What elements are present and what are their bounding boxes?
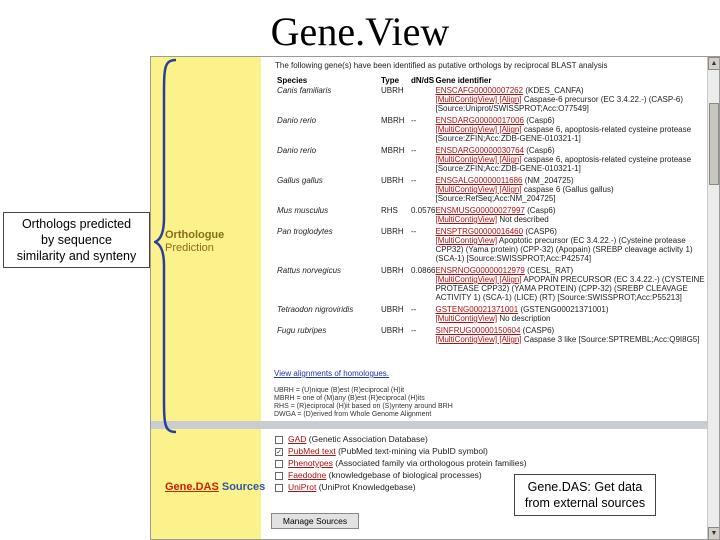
species-cell: Fugu rubripes xyxy=(277,326,327,335)
genedas-callout xyxy=(514,474,656,516)
gene-id-cell xyxy=(435,227,705,266)
table-row xyxy=(277,305,705,326)
dnds-cell: 0.0866 xyxy=(411,266,436,275)
gene-links[interactable]: [MultiContigView] xyxy=(435,236,498,245)
gene-extra: Not described xyxy=(499,215,549,224)
table-row xyxy=(277,146,705,176)
table-row xyxy=(277,116,705,146)
orthologs-callout xyxy=(3,212,150,268)
gene-id-link[interactable]: ENSDARG00000017006 xyxy=(435,116,524,125)
scroll-thumb[interactable] xyxy=(709,103,719,185)
gene-extra: caspase 6, apoptosis-related cysteine protease [Source:ZFIN;Acc:ZDB-GENE-010321-1] xyxy=(435,155,692,173)
callout-line: similarity and synteny xyxy=(16,249,137,263)
gene-extra: caspase 6, apoptosis-related cysteine protease [Source:ZFIN;Acc:ZDB-GENE-010321-1] xyxy=(435,125,692,143)
col-type: Type xyxy=(381,75,400,85)
checkbox[interactable] xyxy=(275,472,283,480)
table-row xyxy=(277,176,705,206)
das-source-item[interactable] xyxy=(275,445,527,457)
gene-id-link[interactable]: ENSMUSG00000027997 xyxy=(435,206,525,215)
callout-line: from external sources xyxy=(524,496,646,510)
gene-links[interactable]: [MultiContigView] [Align] xyxy=(435,335,522,344)
gene-extra: Caspase-6 precursor (EC 3.4.22.-) (CASP-6) [Source:Uniprot/SWISSPROT;Acc:O77549] xyxy=(435,95,683,113)
table-row xyxy=(277,326,705,347)
type-cell: UBRH xyxy=(381,227,404,236)
das-source-item[interactable] xyxy=(275,433,527,445)
gene-id-link[interactable]: SINFRUG00000150604 xyxy=(435,326,521,335)
checkbox[interactable] xyxy=(275,484,283,492)
species-cell: Pan troglodytes xyxy=(277,227,333,236)
gene-links[interactable]: [MultiContigView] xyxy=(435,314,498,323)
gene-desc: (KDES_CANFA) xyxy=(525,86,584,95)
gene-id-cell xyxy=(435,206,705,227)
type-cell: RHS xyxy=(381,206,398,215)
species-cell: Tetraodon nigroviridis xyxy=(277,305,354,314)
type-cell: UBRH xyxy=(381,326,404,335)
gene-id-link[interactable]: ENSDARG00000030764 xyxy=(435,146,524,155)
gene-desc: (CASP6) xyxy=(522,326,555,335)
gene-desc: (CASP6) xyxy=(525,227,557,236)
table-row xyxy=(277,266,705,305)
dnds-cell: -- xyxy=(411,305,417,314)
legend-line: UBRH = (U)nique (B)est (R)eciprocal (H)it xyxy=(274,387,405,394)
callout-line: by sequence xyxy=(41,233,112,247)
das-source-desc: (Associated family via orthologous protein families) xyxy=(332,458,527,468)
col-dnds: dN/dS xyxy=(411,75,435,85)
callout-line: Gene.DAS: Get data xyxy=(527,480,643,494)
das-source-item[interactable] xyxy=(275,469,527,481)
gene-id-link[interactable]: ENSRNOG00000012979 xyxy=(435,266,525,275)
col-species: Species xyxy=(277,75,308,85)
scroll-up-arrow-icon[interactable]: ▲ xyxy=(708,57,720,70)
das-source-desc: (knowledgebase of biological processes) xyxy=(326,470,482,480)
gene-id-cell xyxy=(435,326,705,347)
table-row xyxy=(277,227,705,266)
legend-line: RHS = (R)eciprocal (H)it based on (S)ynteny around BRH xyxy=(274,403,453,410)
gene-desc: (NM_204725) xyxy=(524,176,574,185)
orthologs-table xyxy=(277,74,705,347)
legend-line: MBRH = one of (M)any (B)est (R)eciprocal (H)its xyxy=(274,395,425,402)
view-alignments-link[interactable]: View alignments of homologues. xyxy=(274,369,390,378)
species-cell: Danio rerio xyxy=(277,146,317,155)
dnds-cell: -- xyxy=(411,326,417,335)
section-divider xyxy=(151,421,707,429)
gene-id-link[interactable]: GSTENG00021371001 xyxy=(435,305,519,314)
das-source-desc: (PubMed text-mining via PubID symbol) xyxy=(335,446,488,456)
species-cell: Mus musculus xyxy=(277,206,329,215)
checkbox[interactable] xyxy=(275,436,283,444)
slide-title: Gene.View xyxy=(270,9,450,54)
das-source-name[interactable]: Faedodne xyxy=(288,470,327,480)
legend-line: DWGA = (D)erived from Whole Genome Alignment xyxy=(274,411,432,418)
prediction-section-label: Prediction xyxy=(165,242,214,254)
genedas-link[interactable]: Gene.DAS xyxy=(165,481,219,493)
das-source-name[interactable]: UniProt xyxy=(288,482,317,492)
type-cell: MBRH xyxy=(381,146,405,155)
das-source-item[interactable] xyxy=(275,481,527,493)
gene-id-link[interactable]: ENSPTRG00000016460 xyxy=(435,227,524,236)
gene-id-cell xyxy=(435,176,705,206)
dnds-cell xyxy=(411,86,435,116)
genedas-section-label xyxy=(165,481,265,493)
gene-id-link[interactable]: ENSGALG00000011686 xyxy=(435,176,523,185)
genedas-sources-text: Sources xyxy=(218,481,266,493)
orthologs-intro: The following gene(s) have been identified as putative orthologs by reciprocal BLAST analysis xyxy=(275,61,608,70)
scroll-down-arrow-icon[interactable]: ▼ xyxy=(708,527,720,540)
gene-links[interactable]: [MultiContigView] [Align] xyxy=(435,125,522,134)
type-cell: UBRH xyxy=(381,305,404,314)
callout-line: Orthologs predicted xyxy=(21,217,132,231)
orthologue-section-label: Orthologue xyxy=(165,229,225,241)
table-row xyxy=(277,86,705,116)
gene-id-cell xyxy=(435,116,705,146)
species-cell: Rattus norvegicus xyxy=(277,266,342,275)
dnds-cell: 0.0576 xyxy=(411,206,436,215)
manage-sources-button[interactable]: Manage Sources xyxy=(271,513,359,529)
das-source-name[interactable]: PubMed text xyxy=(288,446,336,456)
gene-id-cell xyxy=(435,86,705,116)
gene-desc: (Casp6) xyxy=(527,206,556,215)
das-source-desc: (UniProt Knowledgebase) xyxy=(316,482,416,492)
gene-id-cell xyxy=(435,146,705,176)
gene-id-cell xyxy=(435,305,705,326)
das-source-desc: (Genetic Association Database) xyxy=(306,434,428,444)
species-cell: Danio rerio xyxy=(277,116,317,125)
gene-links[interactable]: [MultiContigView] xyxy=(435,215,498,224)
table-row xyxy=(277,206,705,227)
das-source-item[interactable] xyxy=(275,457,527,469)
gene-links[interactable]: [MultiContigView] [Align] xyxy=(435,185,522,194)
das-source-list xyxy=(275,433,527,493)
type-cell: UBRH xyxy=(381,266,404,275)
gene-extra: Caspase 3 like [Source:SPTREMBL;Acc:Q9I8G5] xyxy=(523,335,700,344)
col-gene-identifier: Gene identifier xyxy=(435,75,492,85)
gene-extra: No description xyxy=(499,314,551,323)
species-cell: Gallus gallus xyxy=(277,176,323,185)
type-cell: UBRH xyxy=(381,176,404,185)
checkbox[interactable]: ✓ xyxy=(276,448,282,456)
gene-id-cell xyxy=(435,266,705,305)
gene-desc: (Casp6) xyxy=(526,116,555,125)
dnds-cell: -- xyxy=(411,227,417,236)
species-cell: Canis familiaris xyxy=(277,86,332,95)
dnds-cell: -- xyxy=(411,116,417,125)
gene-links[interactable]: [MultiContigView] [Align] xyxy=(435,275,522,284)
vertical-scrollbar[interactable] xyxy=(707,57,720,540)
gene-id-link[interactable]: ENSCAFG00000007262 xyxy=(435,86,524,95)
gene-links[interactable]: [MultiContigView] [Align] xyxy=(435,95,522,104)
dnds-cell: -- xyxy=(411,146,417,155)
gene-desc: (Casp6) xyxy=(526,146,555,155)
browser-window xyxy=(150,56,720,540)
das-source-name[interactable]: Phenotypes xyxy=(288,458,333,468)
type-cell: MBRH xyxy=(381,116,405,125)
gene-desc: (CESL_RAT) xyxy=(527,266,574,275)
dnds-cell: -- xyxy=(411,176,417,185)
gene-extra: APOPAIN PRECURSOR (EC 3.4.22.-) (CYSTEINE PROTEASE CPP32) (YAMA PROTEIN) (CPP-32) (SREBP CLEAVAGE ACTIVITY 1) (SCA-1) (LICE) (RT) [Source:SWISSPROT;Acc:P55213] xyxy=(435,275,705,302)
type-cell: UBRH xyxy=(381,86,404,95)
das-source-name[interactable]: GAD xyxy=(288,434,307,444)
curly-brace-icon xyxy=(154,58,178,434)
table-header-row xyxy=(277,74,705,86)
gene-extra: caspase 6 (Gallus gallus) [Source:RefSeq;Acc:NM_204725] xyxy=(435,185,614,203)
gene-extra: Apoptotic precursor (EC 3.4.22.-) (Cysteine protease CPP32) (Yama protein) (CPP-32) (Apopain) (SREBP cleavage activity 1) (SCA-1) [Source:SWISSPROT;Acc:P42574] xyxy=(435,236,693,263)
type-legend xyxy=(274,387,453,419)
gene-links[interactable]: [MultiContigView] [Align] xyxy=(435,155,522,164)
checkbox[interactable] xyxy=(275,460,283,468)
gene-desc: (GSTENG00021371001) xyxy=(520,305,609,314)
